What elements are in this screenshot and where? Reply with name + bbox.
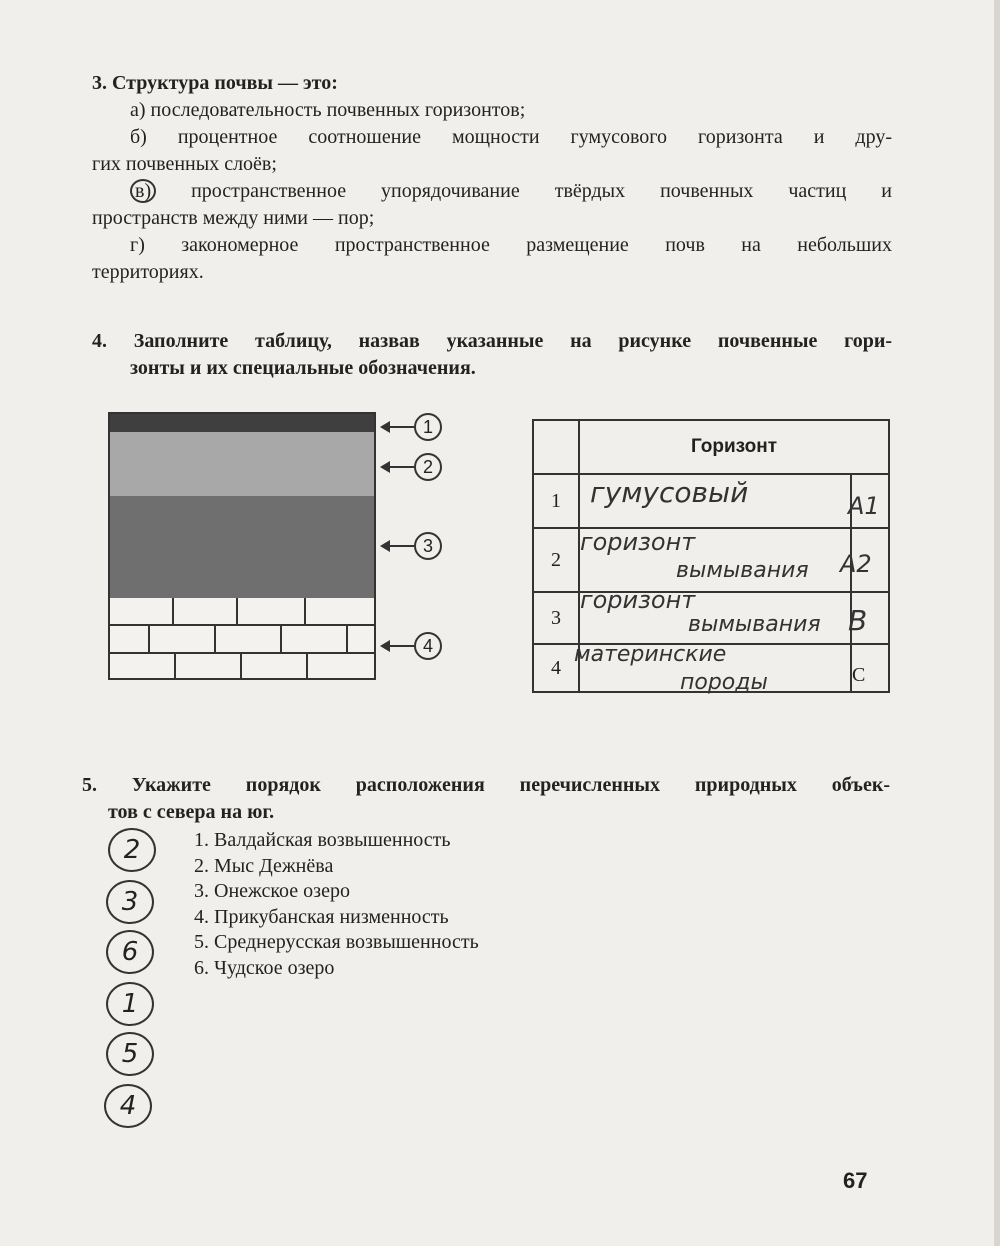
q3-circled-answer: в) xyxy=(130,179,156,203)
arrow-1 xyxy=(382,426,414,428)
code-1: A1 xyxy=(848,492,880,520)
q5-title-line2: тов с севера на юг. xyxy=(108,801,275,823)
answer-2: горизонт xyxy=(580,528,696,556)
answer-3b: вымывания xyxy=(688,612,821,637)
question-4 xyxy=(92,328,892,382)
order-answer: 6 xyxy=(106,930,154,974)
page-edge xyxy=(994,0,1000,1246)
order-answer: 4 xyxy=(104,1084,152,1128)
q3-title: Структура почвы — это: xyxy=(112,72,338,94)
list-item: 2. Мыс Дежнёва xyxy=(194,854,334,877)
figure-label-2: 2 xyxy=(414,453,442,481)
row-number: 3 xyxy=(533,592,579,644)
answer-1: гумусовый xyxy=(590,476,749,509)
arrow-4 xyxy=(382,645,414,647)
q5-title1: Укажите порядок расположения перечисленных природных объек- xyxy=(131,774,891,796)
list-item: 5. Среднерусская возвышенность xyxy=(194,931,479,953)
question-3 xyxy=(92,70,892,286)
figure-label-1: 1 xyxy=(414,413,442,441)
q4-title1: Заполните таблицу, назвав указанные на рисунке почвенные гори- xyxy=(133,330,893,352)
q3-option-c-line2: пространств между ними — пор; xyxy=(92,207,375,229)
code-4: С xyxy=(852,664,866,686)
answer-3: горизонт xyxy=(580,586,696,614)
soil-layer-2 xyxy=(110,432,374,496)
arrow-2 xyxy=(382,466,414,468)
answer-4b: породы xyxy=(680,670,768,695)
question-5 xyxy=(82,772,890,826)
q5-title-line1 xyxy=(82,772,890,799)
q4-number: 4. xyxy=(92,330,107,352)
arrow-3 xyxy=(382,545,414,547)
soil-layer-3 xyxy=(110,496,374,598)
q4-title-line1 xyxy=(92,328,892,355)
list-item: 1. Валдайская возвышенность xyxy=(194,829,451,851)
q3-option-d-line2: территориях. xyxy=(92,261,204,283)
q3-option-a: а) последовательность почвенных горизонтов; xyxy=(130,99,526,121)
q3-number: 3. xyxy=(92,72,107,94)
q3-option-d-line1: г) закономерное пространственное размещение почв на небольших xyxy=(130,234,892,256)
brick-row xyxy=(110,654,374,680)
q3-option-b-line2: гих почвенных слоёв; xyxy=(92,153,277,175)
row-number: 2 xyxy=(533,528,579,592)
answer-4: материнские xyxy=(574,642,727,667)
list-item: 4. Прикубанская низменность xyxy=(194,905,449,928)
brick-row xyxy=(110,598,374,626)
answer-2b: вымывания xyxy=(676,558,809,583)
code-3: B xyxy=(848,604,868,637)
page-number: 67 xyxy=(843,1168,868,1193)
code-2: A2 xyxy=(840,550,872,578)
list-item: 3. Онежское озеро xyxy=(194,880,350,902)
order-answer: 3 xyxy=(106,880,154,924)
order-answer: 1 xyxy=(106,982,154,1026)
soil-profile-figure xyxy=(108,412,376,680)
q3-option-c-line1 xyxy=(92,178,892,205)
table-header: Горизонт xyxy=(579,420,889,474)
soil-layer-4-bricks xyxy=(110,598,374,680)
table-header-row xyxy=(533,420,889,474)
order-answer: 2 xyxy=(108,828,156,872)
q5-list xyxy=(194,828,479,981)
order-answer: 5 xyxy=(106,1032,154,1076)
q3-option-b-line1: б) процентное соотношение мощности гумусового горизонта и дру- xyxy=(130,126,892,148)
brick-row xyxy=(110,626,374,654)
figure-label-4: 4 xyxy=(414,632,442,660)
row-number: 4 xyxy=(533,644,579,692)
soil-layer-1 xyxy=(110,414,374,432)
q5-number: 5. xyxy=(82,774,97,796)
figure-label-3: 3 xyxy=(414,532,442,560)
q4-title-line2: зонты и их специальные обозначения. xyxy=(130,357,476,379)
q3-option-c-text: пространственное упорядочивание твёрдых почвенных частиц и xyxy=(156,180,892,202)
q3-heading xyxy=(92,70,892,97)
list-item: 6. Чудское озеро xyxy=(194,956,335,979)
row-number: 1 xyxy=(533,474,579,528)
